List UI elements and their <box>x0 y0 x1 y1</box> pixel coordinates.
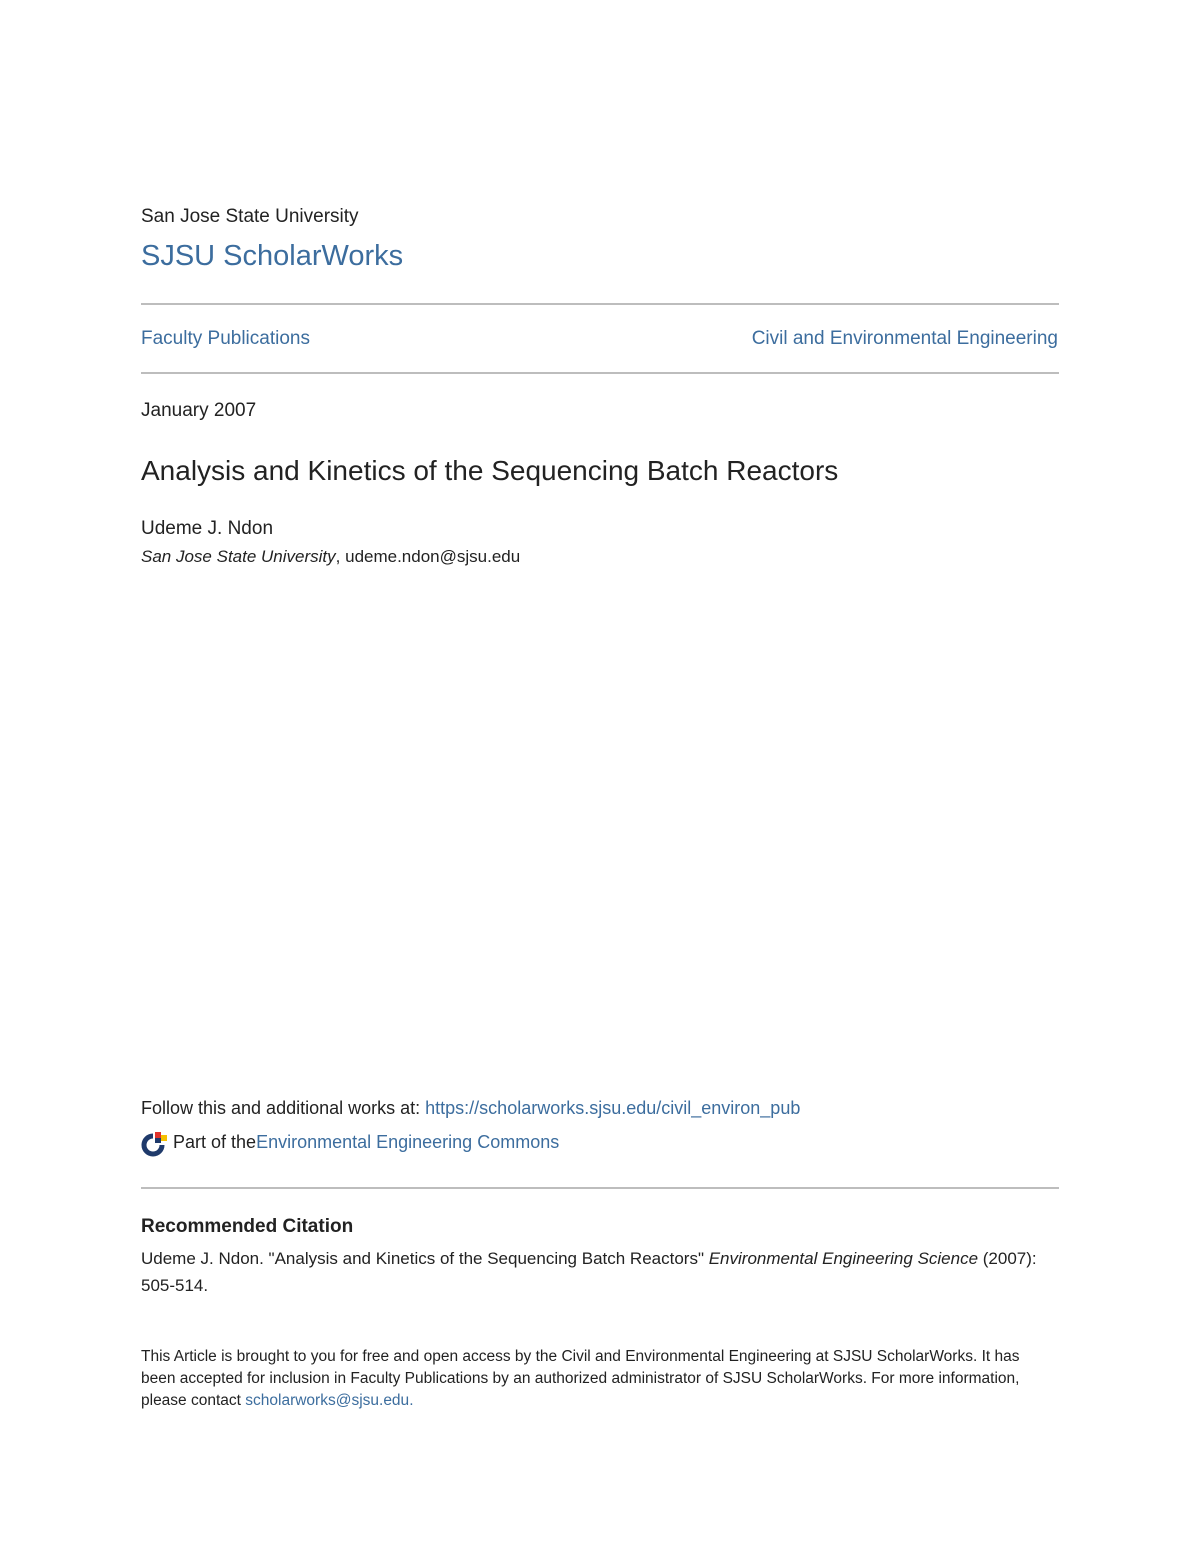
article-title: Analysis and Kinetics of the Sequencing Batch Reactors <box>141 455 839 486</box>
follow-url-link[interactable]: https://scholarworks.sjsu.edu/civil_environ_pub <box>425 1098 801 1118</box>
follow-line <box>141 1098 800 1119</box>
access-notice <box>141 1346 1041 1412</box>
nav-divider <box>141 372 1059 374</box>
part-of-label: Part of the <box>173 1132 257 1152</box>
institution-name: San Jose State University <box>141 206 359 227</box>
repository-link[interactable]: SJSU ScholarWorks <box>141 240 404 272</box>
citation-journal: Environmental Engineering Science <box>708 1249 979 1268</box>
notice-text: This Article is brought to you for free and open access by the Civil and Environmental Engineering at SJSU ScholarWorks. It has been accepted for inclusion in Faculty Publications by an authorized administrator of SJSU ScholarWorks. For more information, please contact <box>141 1348 1020 1409</box>
citation-heading: Recommended Citation <box>141 1216 354 1237</box>
notice-end: . <box>409 1392 414 1409</box>
department-link[interactable]: Civil and Environmental Engineering <box>751 328 1058 349</box>
citation-main: Udeme J. Ndon. "Analysis and Kinetics of the Sequencing Batch Reactors" <box>141 1249 709 1268</box>
bepress-commons-icon <box>141 1130 169 1158</box>
follow-label: Follow this and additional works at: <box>141 1098 426 1118</box>
part-of-line <box>141 1132 559 1158</box>
commons-link[interactable]: Environmental Engineering Commons <box>256 1132 560 1152</box>
affiliation-separator: , <box>335 547 346 566</box>
citation-divider <box>141 1187 1059 1189</box>
top-divider <box>141 303 1059 305</box>
author-email: udeme.ndon@sjsu.edu <box>345 547 521 566</box>
author-name: Udeme J. Ndon <box>141 518 274 539</box>
citation-tail: (2007): 505-514. <box>141 1249 1037 1295</box>
affiliation-name: San Jose State University <box>141 547 336 566</box>
collection-link[interactable]: Faculty Publications <box>141 328 310 349</box>
contact-email-link[interactable]: scholarworks@sjsu.edu <box>245 1392 410 1409</box>
author-affiliation <box>141 547 520 567</box>
citation-text <box>141 1245 1041 1299</box>
publication-date: January 2007 <box>141 400 257 421</box>
